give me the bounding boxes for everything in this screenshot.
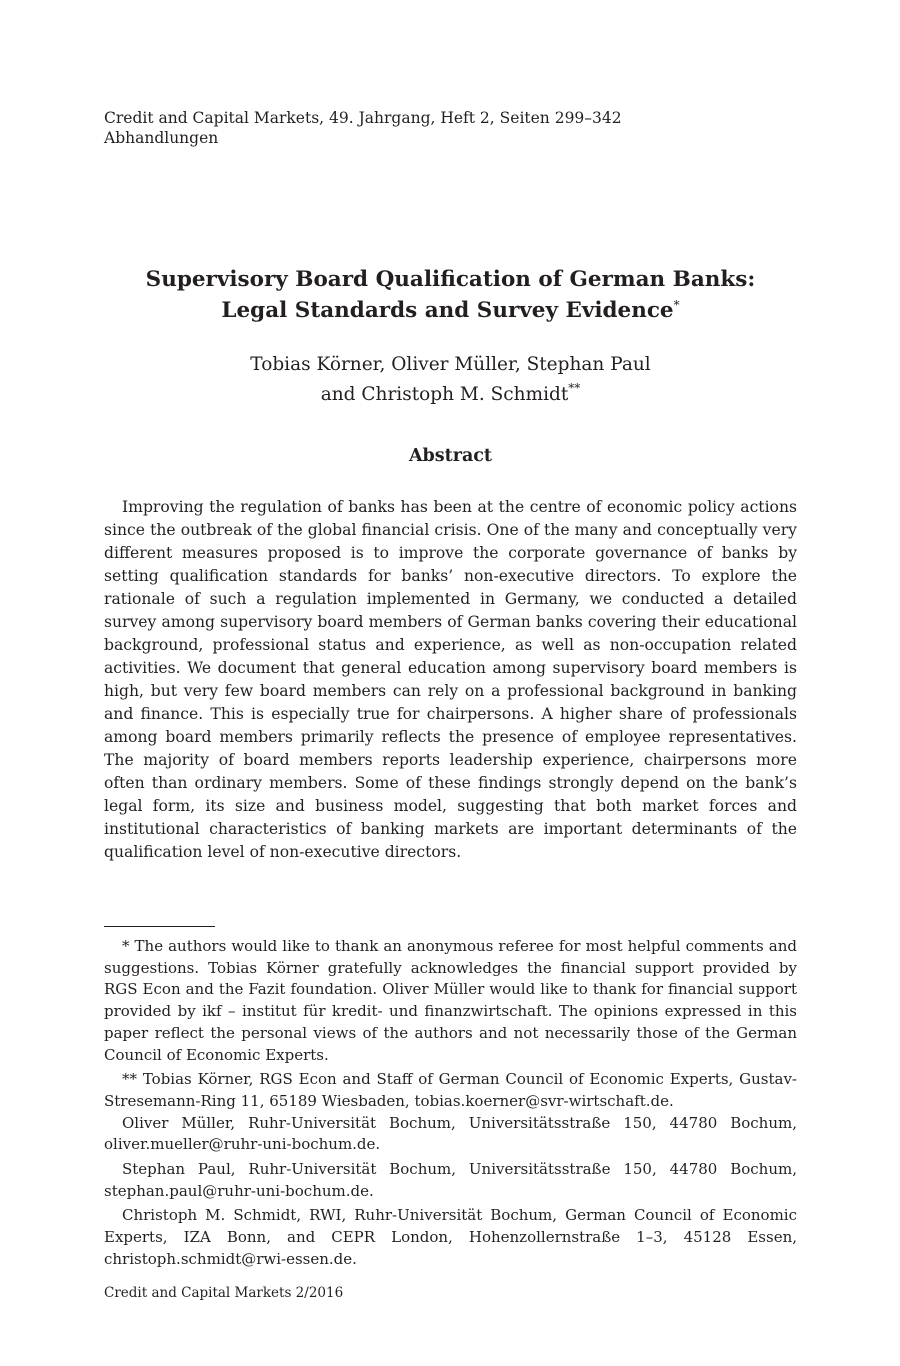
footnotes xyxy=(104,936,797,1271)
footnote-affiliation-paul: Stephan Paul, Ruhr-Universität Bochum, Universitätsstraße 150, 44780 Bochum, stephan.paul@ruhr-uni-bochum.de. xyxy=(104,1160,797,1200)
footnote-affiliation-schmidt: Christoph M. Schmidt, RWI, Ruhr-Universität Bochum, German Council of Economic Experts, IZA Bonn, and CEPR London, Hohenzollernstraße 1–3, 45128 Essen, christoph.schmidt@rwi-essen.de. xyxy=(104,1206,797,1268)
title-line-1: Supervisory Board Qualification of German Banks: xyxy=(145,267,756,292)
abstract-text: Improving the regulation of banks has been at the centre of economic policy actions since the outbreak of the global financial crisis. One of the many and conceptually very different measures proposed is to improve the corporate governance of banks by setting qualification standards for banks’ non-executive directors. To explore the rationale of such a regulation implemented in Germany, we conducted a detailed survey among supervisory board members of German banks covering their educational background, professional status and experience, as well as non-occupation related activities. We document that general education among supervisory board members is high, but very few board members can rely on a professional background in banking and finance. This is especially true for chairpersons. A higher share of professionals among board members primarily reflects the presence of employee representatives. The majority of board members reports leadership experience, chairpersons more often than ordinary members. Some of these findings strongly depend on the bank’s legal form, its size and business model, suggesting that both market forces and institutional characteristics of banking markets are important determinants of the qualification level of non-executive directors. xyxy=(104,498,797,861)
footnote-acknowledgement: * The authors would like to thank an anonymous referee for most helpful comments and suggestions. Tobias Körner gratefully acknowledges the financial support provided by RGS Econ and the Fazit foundation. Oliver Müller would like to thank for financial support provided by ikf – institut für kredit- und finanzwirtschaft. The opinions expressed in this paper reflect the personal views of the authors and not necessarily those of the German Council of Economic Experts. xyxy=(104,937,797,1064)
paper-page xyxy=(104,0,797,1366)
paper-title xyxy=(104,264,797,326)
title-line-2-text: Legal Standards and Survey Evidence xyxy=(221,298,674,323)
title-footnote-marker: * xyxy=(673,298,680,312)
authors-line-2-text: and Christoph M. Schmidt xyxy=(320,384,569,405)
footnote-affiliation-koerner: ** Tobias Körner, RGS Econ and Staff of German Council of Economic Experts, Gustav-Stresemann-Ring 11, 65189 Wiesbaden, tobias.koerner@svr-wirtschaft.de. xyxy=(104,1070,797,1110)
title-line-2 xyxy=(104,295,797,326)
footnote-divider xyxy=(104,926,215,927)
journal-citation-line: Credit and Capital Markets, 49. Jahrgang, Heft 2, Seiten 299–342 xyxy=(104,109,622,127)
section-label: Abhandlungen xyxy=(104,129,219,147)
page-footer: Credit and Capital Markets 2/2016 xyxy=(104,1285,344,1301)
abstract-heading: Abstract xyxy=(408,446,493,466)
authors-line-2 xyxy=(104,380,797,410)
journal-header xyxy=(104,108,622,148)
authors-footnote-marker: ** xyxy=(568,381,581,395)
author-list xyxy=(104,350,797,410)
authors-line-1: Tobias Körner, Oliver Müller, Stephan Paul xyxy=(250,354,651,375)
footnote-affiliation-mueller: Oliver Müller, Ruhr-Universität Bochum, Universitätsstraße 150, 44780 Bochum, oliver.mueller@ruhr-uni-bochum.de. xyxy=(104,1113,797,1154)
